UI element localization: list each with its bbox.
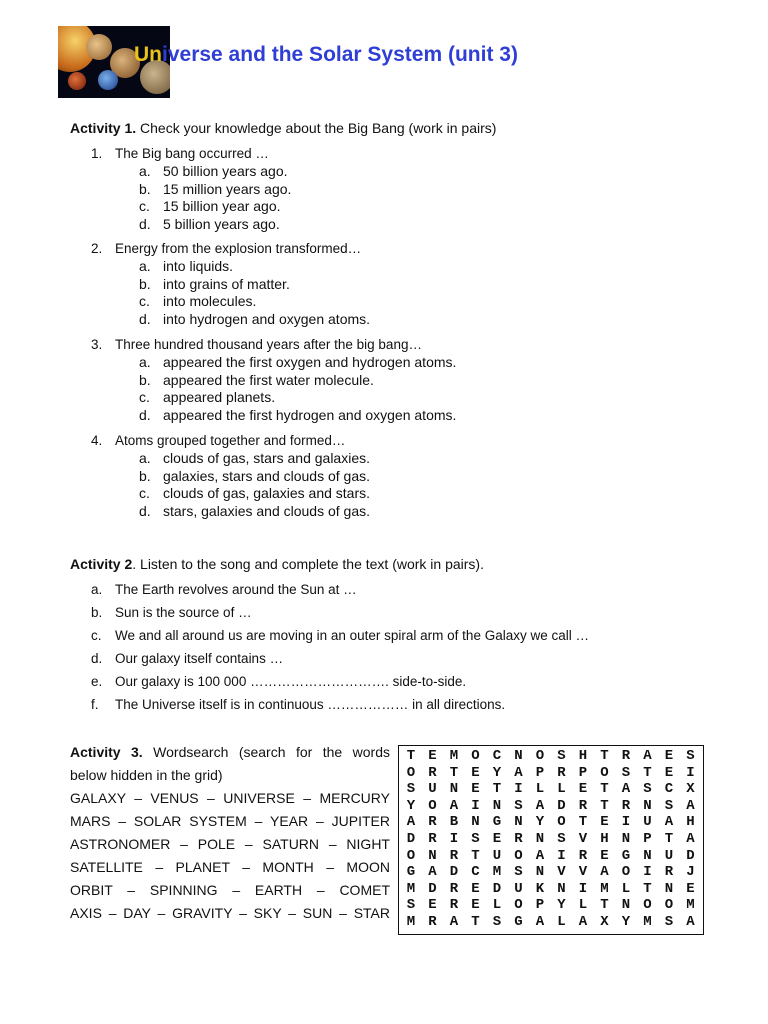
- grid-letter[interactable]: Y: [492, 764, 502, 781]
- option-text: appeared the first water molecule.: [163, 371, 374, 388]
- answer-option: [139, 276, 290, 292]
- grid-letter[interactable]: C: [664, 781, 674, 798]
- grid-letter[interactable]: T: [406, 748, 416, 764]
- option-text: into liquids.: [163, 258, 234, 274]
- option-letter: c.: [139, 293, 150, 309]
- option-letter: d.: [139, 310, 151, 327]
- grid-letter[interactable]: E: [664, 748, 674, 764]
- grid-letter[interactable]: A: [535, 914, 545, 930]
- grid-letter[interactable]: M: [449, 748, 459, 764]
- option-text: 15 million years ago.: [163, 180, 292, 197]
- grid-letter[interactable]: E: [471, 764, 480, 781]
- grid-letter[interactable]: O: [535, 748, 545, 764]
- grid-letter[interactable]: X: [600, 914, 609, 930]
- activity-3-line: Activity 3. Wordsearch (search for the words: [70, 744, 390, 760]
- answer-option: [139, 198, 281, 214]
- grid-letter[interactable]: O: [557, 814, 566, 831]
- answer-option: [139, 311, 370, 327]
- grid-letter[interactable]: R: [664, 864, 674, 881]
- grid-letter[interactable]: R: [514, 831, 523, 847]
- grid-row: [399, 865, 703, 881]
- grid-letter[interactable]: A: [600, 864, 609, 881]
- answer-option: [139, 163, 288, 179]
- grid-letter[interactable]: N: [514, 814, 523, 831]
- question: [91, 146, 269, 161]
- grid-letter[interactable]: T: [664, 831, 674, 847]
- answer-option: [139, 407, 456, 423]
- grid-letter[interactable]: R: [557, 764, 566, 781]
- grid-letter[interactable]: I: [449, 831, 459, 847]
- grid-letter[interactable]: Y: [535, 814, 545, 831]
- grid-letter[interactable]: S: [471, 831, 480, 847]
- grid-row: [399, 849, 703, 865]
- grid-letter[interactable]: U: [514, 880, 523, 897]
- grid-letter[interactable]: N: [643, 797, 652, 814]
- grid-letter[interactable]: N: [449, 781, 459, 798]
- grid-letter[interactable]: S: [621, 764, 631, 781]
- fill-in-item: [91, 628, 589, 643]
- grid-letter[interactable]: R: [621, 748, 631, 764]
- grid-letter[interactable]: H: [600, 831, 609, 847]
- word-list-line: GALAXY – VENUS – UNIVERSE – MERCURY: [70, 790, 390, 806]
- option-text: appeared planets.: [163, 389, 276, 405]
- grid-letter[interactable]: R: [578, 847, 588, 864]
- grid-letter[interactable]: R: [449, 847, 459, 864]
- question-text: Energy from the explosion transformed…: [115, 241, 362, 256]
- question: [91, 241, 361, 256]
- grid-letter[interactable]: N: [471, 814, 480, 831]
- option-text: 15 billion year ago.: [163, 198, 281, 214]
- grid-row: [399, 898, 703, 914]
- option-letter: b.: [139, 371, 151, 388]
- grid-letter[interactable]: V: [578, 831, 588, 847]
- option-letter: b.: [139, 467, 151, 484]
- grid-letter[interactable]: S: [492, 914, 502, 930]
- item-text: The Earth revolves around the Sun at …: [115, 582, 357, 597]
- word-list-line: ORBIT – SPINNING – EARTH – COMET: [70, 882, 390, 898]
- grid-letter[interactable]: E: [600, 814, 609, 831]
- fill-in-item: [91, 582, 357, 597]
- grid-letter[interactable]: D: [492, 880, 502, 897]
- grid-letter[interactable]: E: [492, 831, 502, 847]
- question-number: 4.: [91, 433, 103, 448]
- grid-letter[interactable]: N: [514, 748, 523, 764]
- answer-option: [139, 181, 291, 197]
- grid-letter[interactable]: T: [600, 897, 609, 914]
- grid-letter[interactable]: H: [686, 814, 695, 831]
- item-text: We and all around us are moving in an outer spiral arm of the Galaxy we call …: [115, 628, 589, 643]
- grid-letter[interactable]: O: [471, 748, 480, 764]
- answer-option: [139, 468, 370, 484]
- fill-in-item: [91, 697, 505, 712]
- question: [91, 433, 345, 448]
- grid-letter[interactable]: A: [578, 914, 588, 930]
- answer-option: [139, 354, 456, 370]
- grid-letter[interactable]: T: [578, 814, 588, 831]
- activity-1-heading: Activity 1. Check your knowledge about the Big Bang (work in pairs): [70, 120, 497, 136]
- grid-letter[interactable]: Y: [621, 914, 631, 930]
- answer-option: [139, 372, 374, 388]
- grid-letter[interactable]: A: [664, 814, 674, 831]
- grid-letter[interactable]: O: [643, 897, 652, 914]
- grid-letter[interactable]: S: [686, 748, 695, 764]
- grid-letter[interactable]: O: [406, 847, 416, 864]
- option-letter: a.: [139, 450, 151, 466]
- option-text: 50 billion years ago.: [163, 163, 288, 179]
- grid-letter[interactable]: O: [428, 797, 437, 814]
- option-text: appeared the first hydrogen and oxygen atoms.: [163, 406, 457, 423]
- grid-letter[interactable]: O: [514, 897, 523, 914]
- option-text: into hydrogen and oxygen atoms.: [163, 310, 371, 327]
- grid-letter[interactable]: E: [428, 748, 437, 764]
- grid-letter[interactable]: J: [686, 864, 695, 881]
- grid-letter[interactable]: C: [471, 864, 480, 881]
- option-letter: d.: [139, 215, 151, 232]
- question-number: 3.: [91, 337, 103, 352]
- word-list-line: AXIS – DAY – GRAVITY – SKY – SUN – STAR: [70, 905, 390, 921]
- grid-letter[interactable]: E: [600, 847, 609, 864]
- grid-letter[interactable]: O: [664, 897, 674, 914]
- grid-letter[interactable]: R: [578, 797, 588, 814]
- grid-letter[interactable]: E: [686, 880, 695, 897]
- grid-letter[interactable]: K: [535, 880, 545, 897]
- grid-letter[interactable]: M: [643, 914, 652, 930]
- grid-letter[interactable]: D: [686, 847, 695, 864]
- grid-letter[interactable]: R: [428, 831, 437, 847]
- grid-letter[interactable]: S: [557, 831, 566, 847]
- grid-letter[interactable]: I: [578, 880, 588, 897]
- grid-letter[interactable]: P: [535, 897, 545, 914]
- option-letter: c.: [139, 389, 150, 405]
- option-letter: b.: [139, 180, 151, 197]
- activity-3-text: [70, 741, 390, 925]
- grid-letter[interactable]: D: [428, 880, 437, 897]
- word-list-line: SATELLITE – PLANET – MONTH – MOON: [70, 859, 390, 875]
- grid-letter[interactable]: G: [621, 847, 631, 864]
- option-letter: c.: [139, 485, 150, 501]
- option-text: stars, galaxies and clouds of gas.: [163, 502, 371, 519]
- grid-letter[interactable]: M: [492, 864, 502, 881]
- grid-letter[interactable]: L: [557, 914, 566, 930]
- grid-letter[interactable]: E: [428, 897, 437, 914]
- grid-letter[interactable]: R: [428, 914, 437, 930]
- grid-letter[interactable]: R: [621, 797, 631, 814]
- grid-row: [399, 749, 703, 765]
- header: [58, 26, 698, 98]
- grid-letter[interactable]: D: [557, 797, 566, 814]
- option-letter: d.: [139, 406, 151, 423]
- word-list-line: MARS – SOLAR SYSTEM – YEAR – JUPITER: [70, 813, 390, 829]
- grid-letter[interactable]: V: [578, 864, 588, 881]
- option-letter: d.: [139, 502, 151, 519]
- grid-letter[interactable]: D: [449, 864, 459, 881]
- answer-option: [139, 258, 233, 274]
- item-text: Our galaxy is 100 000 …………………………. side-to-side.: [115, 674, 467, 689]
- grid-letter[interactable]: L: [492, 897, 502, 914]
- grid-letter[interactable]: N: [428, 847, 437, 864]
- grid-letter[interactable]: E: [578, 781, 588, 798]
- grid-letter[interactable]: S: [514, 797, 523, 814]
- grid-row: [399, 882, 703, 898]
- grid-letter[interactable]: A: [686, 797, 695, 814]
- grid-letter[interactable]: T: [600, 748, 609, 764]
- option-letter: c.: [139, 198, 150, 214]
- grid-letter[interactable]: R: [428, 764, 437, 781]
- grid-letter[interactable]: T: [600, 781, 609, 798]
- grid-letter[interactable]: A: [686, 914, 695, 930]
- grid-letter[interactable]: N: [535, 831, 545, 847]
- item-letter: f.: [91, 697, 99, 712]
- grid-letter[interactable]: S: [664, 914, 674, 930]
- question: [91, 337, 422, 352]
- grid-letter[interactable]: D: [406, 831, 416, 847]
- grid-letter[interactable]: P: [578, 764, 588, 781]
- grid-letter[interactable]: T: [492, 781, 502, 798]
- grid-letter[interactable]: N: [621, 897, 631, 914]
- grid-letter[interactable]: A: [643, 748, 652, 764]
- grid-letter[interactable]: P: [643, 831, 652, 847]
- answer-option: [139, 503, 370, 519]
- grid-letter[interactable]: L: [578, 897, 588, 914]
- grid-letter[interactable]: I: [621, 814, 631, 831]
- wordsearch-grid: [398, 745, 704, 935]
- item-text: Our galaxy itself contains …: [115, 651, 284, 666]
- grid-letter[interactable]: I: [686, 764, 695, 781]
- answer-option: [139, 293, 256, 309]
- grid-letter[interactable]: A: [514, 764, 523, 781]
- grid-letter[interactable]: T: [643, 764, 652, 781]
- page-title: Universe and the Solar System (unit 3): [134, 43, 518, 66]
- grid-letter[interactable]: R: [428, 814, 437, 831]
- grid-letter[interactable]: A: [686, 831, 695, 847]
- grid-letter[interactable]: A: [621, 781, 631, 798]
- grid-letter[interactable]: S: [664, 797, 674, 814]
- grid-letter[interactable]: I: [557, 847, 566, 864]
- option-text: into grains of matter.: [163, 275, 290, 292]
- grid-letter[interactable]: A: [535, 797, 545, 814]
- grid-letter[interactable]: S: [643, 781, 652, 798]
- grid-letter[interactable]: L: [535, 781, 545, 798]
- grid-letter[interactable]: V: [557, 864, 566, 881]
- grid-letter[interactable]: N: [664, 880, 674, 897]
- option-text: appeared the first oxygen and hydrogen atoms.: [163, 354, 457, 370]
- item-letter: c.: [91, 628, 102, 643]
- grid-letter[interactable]: S: [514, 864, 523, 881]
- grid-letter[interactable]: I: [514, 781, 523, 798]
- grid-letter[interactable]: U: [664, 847, 674, 864]
- option-letter: a.: [139, 354, 151, 370]
- answer-option: [139, 389, 275, 405]
- item-letter: b.: [91, 605, 103, 620]
- grid-letter[interactable]: L: [621, 880, 631, 897]
- grid-letter[interactable]: E: [471, 880, 480, 897]
- grid-row: [399, 766, 703, 782]
- grid-letter[interactable]: N: [557, 880, 566, 897]
- grid-row: [399, 832, 703, 848]
- answer-option: [139, 450, 370, 466]
- item-text: Sun is the source of …: [115, 605, 252, 620]
- grid-letter[interactable]: R: [449, 880, 459, 897]
- grid-letter[interactable]: S: [406, 897, 416, 914]
- grid-row: [399, 915, 703, 931]
- grid-letter[interactable]: M: [406, 880, 416, 897]
- grid-letter[interactable]: G: [406, 864, 416, 881]
- grid-letter[interactable]: O: [621, 864, 631, 881]
- grid-letter[interactable]: M: [406, 914, 416, 930]
- grid-letter[interactable]: N: [621, 831, 631, 847]
- grid-letter[interactable]: L: [557, 781, 566, 798]
- grid-letter[interactable]: Y: [557, 897, 566, 914]
- grid-letter[interactable]: M: [686, 897, 695, 914]
- grid-letter[interactable]: G: [492, 814, 502, 831]
- answer-option: [139, 216, 280, 232]
- grid-letter[interactable]: H: [578, 748, 588, 764]
- grid-letter[interactable]: M: [600, 880, 609, 897]
- question-text: Atoms grouped together and formed…: [115, 433, 346, 448]
- grid-letter[interactable]: N: [535, 864, 545, 881]
- grid-letter[interactable]: O: [600, 764, 609, 781]
- grid-letter[interactable]: T: [471, 847, 480, 864]
- fill-in-item: [91, 651, 283, 666]
- grid-row: [399, 815, 703, 831]
- item-text: The Universe itself is in continuous ……………… in all directions.: [115, 697, 506, 712]
- grid-letter[interactable]: A: [449, 914, 459, 930]
- grid-letter[interactable]: Y: [406, 797, 416, 814]
- grid-letter[interactable]: U: [492, 847, 502, 864]
- question-text: Three hundred thousand years after the big bang…: [115, 337, 422, 352]
- option-letter: b.: [139, 275, 151, 292]
- activity-3-line: below hidden in the grid): [70, 767, 223, 783]
- grid-letter[interactable]: E: [664, 764, 674, 781]
- grid-letter[interactable]: R: [449, 897, 459, 914]
- item-letter: d.: [91, 651, 103, 666]
- grid-letter[interactable]: S: [406, 781, 416, 798]
- grid-letter[interactable]: O: [514, 847, 523, 864]
- grid-row: [399, 799, 703, 815]
- fill-in-item: [91, 605, 252, 620]
- grid-letter[interactable]: G: [514, 914, 523, 930]
- grid-letter[interactable]: N: [492, 797, 502, 814]
- grid-letter[interactable]: P: [535, 764, 545, 781]
- grid-letter[interactable]: I: [643, 864, 652, 881]
- option-text: into molecules.: [163, 293, 257, 309]
- grid-letter[interactable]: E: [471, 897, 480, 914]
- grid-letter[interactable]: B: [449, 814, 459, 831]
- grid-letter[interactable]: U: [643, 814, 652, 831]
- option-text: clouds of gas, stars and galaxies.: [163, 450, 371, 466]
- grid-letter[interactable]: N: [643, 847, 652, 864]
- question-number: 1.: [91, 146, 103, 161]
- grid-letter[interactable]: X: [686, 781, 695, 798]
- item-letter: a.: [91, 582, 103, 597]
- item-letter: e.: [91, 674, 103, 689]
- grid-row: [399, 782, 703, 798]
- activity-2-heading: Activity 2. Listen to the song and complete the text (work in pairs).: [70, 556, 484, 572]
- answer-option: [139, 485, 370, 501]
- option-letter: a.: [139, 258, 151, 274]
- fill-in-item: [91, 674, 466, 689]
- grid-letter[interactable]: I: [471, 797, 480, 814]
- option-text: galaxies, stars and clouds of gas.: [163, 467, 371, 484]
- option-text: clouds of gas, galaxies and stars.: [163, 485, 371, 501]
- grid-letter[interactable]: T: [643, 880, 652, 897]
- question-text: The Big bang occurred …: [115, 146, 269, 161]
- grid-letter[interactable]: E: [471, 781, 480, 798]
- grid-letter[interactable]: T: [471, 914, 480, 930]
- grid-letter[interactable]: A: [535, 847, 545, 864]
- grid-letter[interactable]: A: [406, 814, 416, 831]
- option-letter: a.: [139, 163, 151, 179]
- option-text: 5 billion years ago.: [163, 215, 280, 232]
- grid-letter[interactable]: A: [428, 864, 437, 881]
- grid-letter[interactable]: C: [492, 748, 502, 764]
- grid-letter[interactable]: T: [449, 764, 459, 781]
- grid-letter[interactable]: S: [557, 748, 566, 764]
- question-number: 2.: [91, 241, 103, 256]
- grid-letter[interactable]: U: [428, 781, 437, 798]
- grid-letter[interactable]: O: [406, 764, 416, 781]
- grid-letter[interactable]: A: [449, 797, 459, 814]
- word-list-line: ASTRONOMER – POLE – SATURN – NIGHT: [70, 836, 390, 852]
- grid-letter[interactable]: T: [600, 797, 609, 814]
